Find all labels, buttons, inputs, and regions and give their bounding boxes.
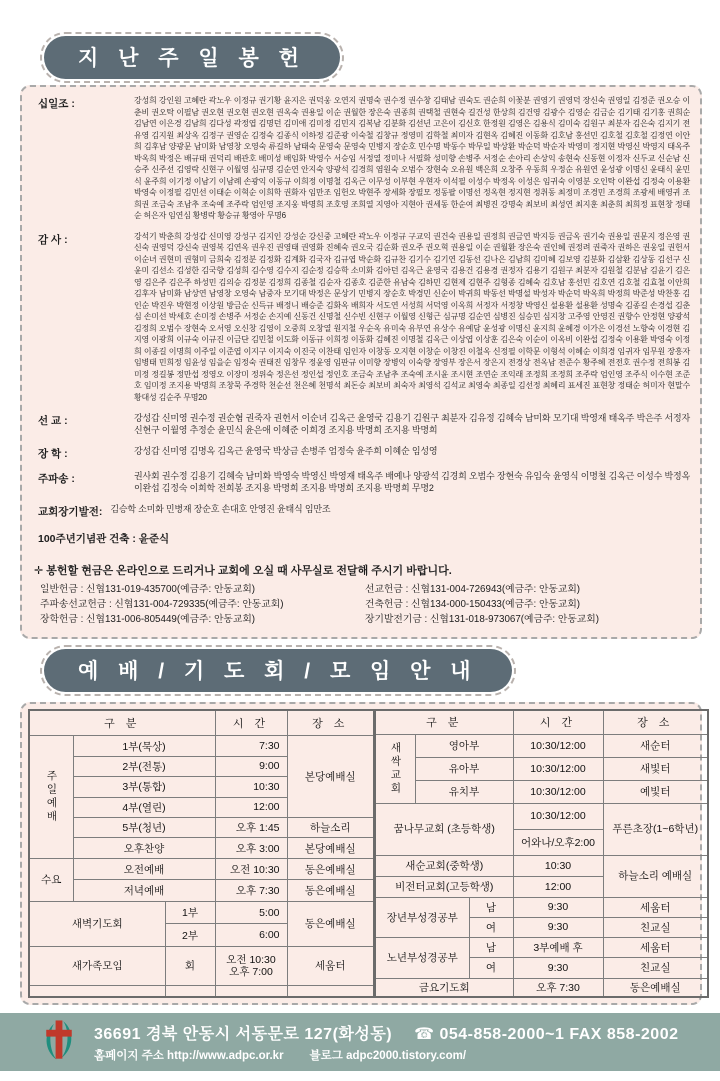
section-development [32, 503, 690, 519]
friday-prayer-time: 오후 7:30 [513, 978, 603, 997]
service-time: 오전 10:30 [215, 858, 287, 879]
dawn-time: 5:00 [215, 901, 287, 924]
dept-name: 유아부 [415, 757, 513, 780]
service-name: 저녁예배 [73, 880, 215, 901]
newfamily-part: 회 [165, 946, 215, 985]
service-time: 오후 3:00 [215, 838, 287, 858]
section-scholarship-label: 장 학 : [38, 448, 68, 460]
footer-line-1 [94, 1021, 679, 1044]
section-mission-label: 선 교 : [38, 415, 68, 427]
section-scholarship-names: 강성갑 신미영 김명옥 김옥근 윤영국 박상금 손병주 엄정숙 윤주희 이혜순 임성영 [134, 446, 438, 456]
dawn-place: 동은예배실 [287, 901, 374, 946]
schedule-table-right [374, 709, 709, 998]
adult-part: 남 [469, 897, 513, 917]
service-name: 오전예배 [73, 858, 215, 879]
offering-header: 지 난 주 일 봉 헌 [44, 36, 340, 79]
service-name: 5부(청년) [73, 817, 215, 837]
dept-time: 10:30/12:00 [513, 780, 603, 803]
section-tithe-label: 십일조 : [38, 98, 75, 110]
section-mission [32, 412, 690, 436]
adult-part: 여 [469, 917, 513, 937]
footer-homepage: 홈페이지 주소 http://www.adpc.or.kr [94, 1050, 284, 1062]
service-time: 9:00 [215, 756, 287, 776]
footer-line-2 [94, 1047, 679, 1063]
account-scholarship: 장학헌금 : 신협131-006-805449(예금주: 안동교회) [40, 614, 256, 625]
footer-band [0, 1013, 720, 1071]
service-time: 7:30 [215, 736, 287, 756]
account-mission: 선교헌금 : 신협131-004-726943(예금주: 안동교회) [365, 584, 581, 595]
dream-church-name: 꿈나무교회 (초등학생) [375, 803, 513, 855]
senior-part: 여 [469, 957, 513, 978]
account-dispatch-mission: 주파송선교헌금 : 신협131-004-729335(예금주: 안동교회) [40, 599, 284, 610]
dept-place: 예빛터 [603, 780, 708, 803]
left-header-time: 시 간 [215, 710, 287, 736]
vision-name: 비전터교회(고등학생) [375, 876, 513, 897]
youth-place: 하늘소리 예배실 [603, 855, 708, 897]
empty-cell [29, 985, 165, 997]
dept-time: 10:30/12:00 [513, 734, 603, 757]
footer-blog: 블로그 adpc2000.tistory.com/ [309, 1050, 467, 1062]
senior-place: 세움터 [603, 937, 708, 957]
schedule-header: 예 배 / 기 도 회 / 모 임 안 내 [44, 649, 512, 692]
senior-place: 친교실 [603, 957, 708, 978]
dream-place: 푸른초장(1~6학년) [603, 803, 708, 855]
section-tithe [32, 95, 690, 222]
adult-place: 친교실 [603, 917, 708, 937]
dept-name: 영아부 [415, 734, 513, 757]
church-logo-icon [42, 1017, 76, 1068]
dawn-prayer-name: 새벽기도회 [29, 901, 165, 946]
account-development-fund: 장기발전기금 : 신협131-018-973067(예금주: 안동교회) [365, 614, 599, 625]
section-dispatch-names: 권사회 권수정 김용기 김혜숙 남미화 박영숙 박영신 박영재 태옥주 배예나 양광석 김경희 오범수 장현숙 유임숙 윤영식 이명철 김옥근 이성수 박정옥 이완섭 김정숙 이희학 전희봉 조지용 박명희 조지용 박명희 조지용 박명희 무명2 [134, 471, 690, 493]
empty-cell [287, 985, 374, 997]
service-time: 오후 7:30 [215, 880, 287, 901]
senior-time: 3부예배 후 [513, 937, 603, 957]
senior-time: 9:30 [513, 957, 603, 978]
vision-time: 12:00 [513, 876, 603, 897]
newfamily-time-am: 오전 10:30 [226, 953, 276, 966]
service-name: 1부(묵상) [73, 736, 215, 756]
offering-notice: ✛ 봉헌할 현금은 온라인으로 드리거나 교회에 오실 때 사무실로 전달해 주시기 바랍니다. [34, 565, 452, 577]
schedule-table-left [28, 709, 375, 998]
right-header-place: 장 소 [603, 710, 708, 734]
section-dispatch [32, 470, 690, 494]
section-dispatch-label: 주파송 : [38, 473, 75, 485]
empty-cell [165, 985, 215, 997]
friday-prayer-place: 동은예배실 [603, 978, 708, 997]
saesoon-name: 새순교회(중학생) [375, 855, 513, 876]
service-name: 오후찬양 [73, 838, 215, 858]
schedule-panel [20, 702, 702, 1005]
section-scholarship [32, 445, 690, 461]
account-general: 일반헌금 : 신협131-019-435700(예금주: 안동교회) [40, 584, 256, 595]
left-header-gubun: 구 분 [29, 710, 215, 736]
service-place: 동은예배실 [287, 880, 374, 901]
right-header-time: 시 간 [513, 710, 603, 734]
empty-cell [215, 985, 287, 997]
section-thanks [32, 231, 690, 404]
dawn-part: 2부 [165, 924, 215, 947]
section-thanks-label: 감 사 : [38, 233, 68, 246]
wednesday-group: 수요 [29, 858, 73, 901]
newfamily-time-pm: 오후 7:00 [229, 965, 273, 978]
adult-time: 9:30 [513, 917, 603, 937]
saesoon-time: 10:30 [513, 855, 603, 876]
dept-time: 10:30/12:00 [513, 757, 603, 780]
dept-place: 새빛터 [603, 757, 708, 780]
schedule-tables [28, 709, 699, 998]
footer-text [94, 1021, 679, 1063]
adult-study-name: 장년부성경공부 [375, 897, 469, 937]
account-construction: 건축헌금 : 신협134-000-150433(예금주: 안동교회) [365, 599, 581, 610]
service-place-main: 본당예배실 [287, 736, 374, 818]
dept-place: 새순터 [603, 734, 708, 757]
service-time: 오후 1:45 [215, 817, 287, 837]
senior-study-name: 노년부성경공부 [375, 937, 469, 978]
service-name: 2부(전통) [73, 756, 215, 776]
account-list [40, 582, 690, 627]
offering-panel [20, 85, 702, 639]
service-name: 3부(통합) [73, 777, 215, 797]
adult-place: 세움터 [603, 897, 708, 917]
service-place: 동은예배실 [287, 858, 374, 879]
section-mission-names: 강성갑 신미영 권수정 권순혐 권죽자 권헌서 이순녀 김옥근 윤영국 김용기 김원구 최분자 김유정 김혜숙 남미화 모기대 박영재 태옥주 박은주 서정자 신현구 이월영 추정순 윤민식 윤은애 이혜준 이희경 조지용 박명희 조지용 박명희 [134, 413, 690, 435]
dawn-part: 1부 [165, 901, 215, 924]
dept-name: 유치부 [415, 780, 513, 803]
friday-prayer-name: 금요기도회 [375, 978, 513, 997]
service-name: 4부(열린) [73, 797, 215, 817]
footer-phone: ☎ 054-858-2000~1 FAX 858-2002 [414, 1026, 679, 1043]
schedule-header-row [44, 649, 720, 692]
service-place: 본당예배실 [287, 838, 374, 858]
footer-address: 36691 경북 안동시 서동문로 127(화성동) [94, 1026, 393, 1043]
dream-time-1: 10:30/12:00 [513, 803, 603, 829]
bottom-margin [0, 1071, 720, 1081]
dream-time-2: 어와나/오후2:00 [513, 829, 603, 855]
offering-header-row [44, 36, 720, 79]
sunday-worship-group: 주일예배 [29, 736, 73, 859]
newfamily-time [215, 946, 287, 985]
newfamily-name: 새가족모임 [29, 946, 165, 985]
service-time: 12:00 [215, 797, 287, 817]
section-development-names: 김승학 소미화 민병재 장순호 손대호 안영진 윤태식 임만조 [110, 504, 331, 514]
section-development-label: 교회장기발전: [38, 506, 103, 518]
dawn-time: 6:00 [215, 924, 287, 947]
right-header-gubun: 구 분 [375, 710, 513, 734]
service-time: 10:30 [215, 777, 287, 797]
saessak-group: 새싹교회 [375, 734, 415, 803]
newfamily-place: 세움터 [287, 946, 374, 985]
section-thanks-names: 강석기 박춘희 강성갑 신미영 강성구 김지인 강성순 강신중 고혜란 곽노우 이정규 구교익 권건숙 권용일 권정희 권금연 박지등 권금옥 권기숙 권용일 권문지 정은영 권신숙 권영덕 강신숙 권영복 김연옥 권우진 권영태 권영화 진혜숙 권오국 김순화 권오주 권오혁 권용일 이순 권월환 장은숙 권인혜 권정려 권죽자 권하은 권웅일 권헌서 이순녀 권현미 권혐미 금희숙 김정분 김정화 김계화 김국자 김규엽 박순화 김규찬 김기수 김기연 김동선 김나은 김남희 김미혜 김보영 김분화 김삼환 김상동 김선구 신윤미 김선소 김성한 김국향 김성희 김수영 김수지 김순정 김승학 소미화 김아던 김옥근 윤영국 김용건 김용경 권정자 김용기 김원구 최분자 김원철 김분남 김윤기 김은영 김은주 김은주 하성민 김의승 김정분 김정희 김종철 김순자 김종호 김준한 유남숙 김하민 김현제 김현주 김형종 김혜숙 김호남 홍선민 김호연 김호철 김효철 이안희 김후자 남미화 남상연 남영창 오영숙 남중자 모기대 박정은 문상기 민병지 장순호 박경민 신순이 박귀희 박동선 박명설 박성자 박순덕 박옥희 박정희 박준성 박찬홍 김인순 박진우 박현정 이상원 방금순 신득규 배정니 배승준 김화옥 배희자 서도연 서성희 서덕영 이옥희 서정자 서정창 박영신 설용환 설용환 성명숙 김종길 손경섭 김춘심 손미선 박세호 손미정 손병주 서정순 손지예 신동건 신명철 신수빈 신현구 이월영 신형근 심규명 김순연 심병진 심승민 심지창 고주영 안영진 권향수 안정현 양광석 김정희 오범수 장현숙 오서영 오신창 김영이 오중희 오창열 원지철 우순옥 유미숙 유부연 유상수 유예담 윤성광 이명신 윤지희 윤혜경 이가은 이경선 노향숙 이경현 김지영 이광희 이규숙 이규진 이금단 김민철 이도화 이동규 이희정 이동화 김혜진 이명철 김옥근 이상엽 이상훈 김은숙 이순이 이옥비 이완섭 김정숙 이용환 박영숙 이정희 이종길 이명희 이주일 이준엽 이지구 이지숙 이진국 이찬태 임인자 이창동 오지현 이창순 이창진 이철옥 신정필 이학문 이형석 이혜순 이희경 임귀자 임무원 장흥자 임병태 민희정 임윤성 임을순 임정숙 권태진 임창무 정윤영 임판규 이미향 장병익 이숙향 장영부 장은서 장은지 전경상 전옥남 전준수 황주혜 전전호 권수정 전희봉 김미정 정길봉 정만섭 정영오 이장미 정위숙 정은선 정인섭 정인호 조금숙 조남추 조숙예 조시윤 조시현 조연순 조익래 조정희 조정희 조주락 엄인영 조주식 이수현 조준호 임미정 조지용 박명희 조창묵 주경학 천순선 천은혜 천명석 최돈승 최보비 최숙자 최영석 김석교 최영숙 최종일 김선정 최혜리 표세진 표현창 정태순 허미자 현말수 황대성 김순주 무명20 [134, 231, 690, 402]
service-place: 하늘소리 [287, 817, 374, 837]
centennial-line: 100주년기념관 건축 : 윤준식 [38, 533, 170, 545]
left-header-place: 장 소 [287, 710, 374, 736]
senior-part: 남 [469, 937, 513, 957]
section-tithe-names: 강성희 강인원 고혜란 곽노우 이정규 권기황 윤지은 권덕웅 오연지 권명숙 권수정 권수창 김태남 권숙도 권순희 이꽃분 권영기 권영덕 장신숙 권영일 김정준 권오승 이춘비 권오탁 이필남 권오현 권오현 권오현 권옥숙 권용일 이순 권월한 장은숙 권종희 권택철 권현숙 길건성 한상희 김건영 김광수 김영순 김금순 김기태 김기홍 권희순 김남연 이은경 김남희 김다성 곽정엽 김명던 김미애 김미정 김민지 김복남 김분화 김선년 고은이 김신호 한정원 김영은 김용식 김미숙 김원구 최분자 김은숙 김지기 전유영 김지원 최상옥 김정구 권영순 김정숙 김종식 이하정 김준광 이숙철 김창규 정영미 김학철 최미자 김현옥 김혜진 이동화 김호남 홍선민 김호철 김호철 김정연 이안희 김후남 양광문 남미화 남영창 오영숙 류길하 남태숙 문영숙 문영숙 민병지 장순호 민수명 박동수 박무일 박상환 박순덕 박순자 박영미 정지현 박영신 박영지 태옥주 박옥희 박정은 배규태 권덕리 배관호 배미성 배임화 박영수 서승임 서정열 정미나 서필화 성미향 손병주 서정순 손아리 손상익 송현숙 신동현 이정자 신두교 신순남 신승주 신주선 김영락 신현구 이월영 심규명 김순연 안지숙 양광석 김경희 염원숙 오범수 장현숙 오유원 백은희 오창주 우동희 우정순 유원연 윤성광 이명신 윤태식 윤민식 윤주희 이기정 이남기 이남례 손광익 이동규 이희정 이명철 김옥근 이무성 이부현 우현자 이석필 이성수 박정옥 이성은 임귀숙 이영분 오인탁 이완섭 김정숙 이용환 박영숙 이정필 김민선 이태순 이혁순 이희학 권화자 임만조 임헌오 박현주 장세화 장필모 정동팔 이명선 정옥현 정지현 정취동 최정미 조경민 조경희 조광세 배영귀 조희권 조금숙 조남추 조숙예 조주락 엄인영 조지웅 박명희 조호영 조희열 지영아 지현아 권세동 한순여 최병진 강명숙 최보비 최성연 최지훈 최춘희 최희정 표현창 정태순 허은자 임연심 황병락 황승규 황영아 무명6 [134, 96, 690, 220]
adult-time: 9:30 [513, 897, 603, 917]
